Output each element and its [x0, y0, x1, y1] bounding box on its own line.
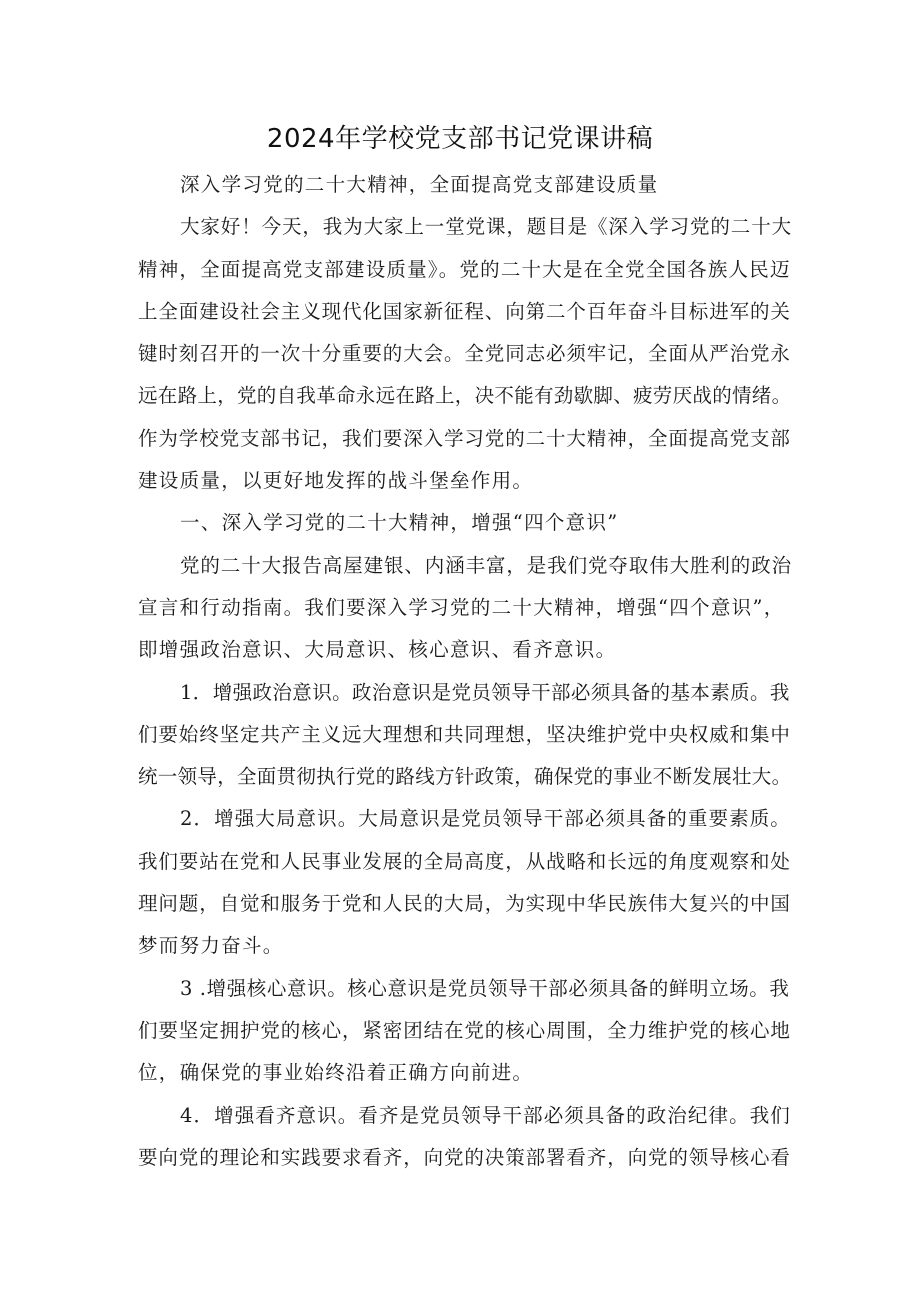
- document-title: 2024年学校党支部书记党课讲稿: [266, 124, 654, 154]
- body-line: 理问题，自觉和服务于党和人民的大局，为实现中华民族伟大复兴的中国: [138, 892, 791, 916]
- body-line: 们要坚定拥护党的核心，紧密团结在党的核心周围，全力维护党的核心地: [138, 1018, 791, 1042]
- body-line: 们要始终坚定共产主义远大理想和共同理想，坚决维护党中央权威和集中: [138, 722, 791, 746]
- body-line: 作为学校党支部书记，我们要深入学习党的二十大精神，全面提高党支部: [138, 426, 791, 450]
- body-line: 统一领导，全面贯彻执行党的路线方针政策，确保党的事业不断发展壮大。: [138, 765, 792, 789]
- body-line: 党的二十大报告高屋建银、内涵丰富，是我们党夺取伟大胜利的政治: [180, 553, 793, 577]
- body-line: 要向党的理论和实践要求看齐，向党的决策部署看齐，向党的领导核心看: [138, 1145, 791, 1169]
- body-line: 我们要站在党和人民事业发展的全局高度，从战略和长远的角度观察和处: [138, 849, 791, 873]
- body-line: 上全面建设社会主义现代化国家新征程、向第二个百年奋斗目标进军的关: [138, 299, 791, 323]
- body-line: 梦而努力奋斗。: [138, 934, 284, 958]
- body-line: 键时刻召开的一次十分重要的大会。全党同志必须牢记，全面从严治党永: [138, 342, 791, 366]
- body-line: 宣言和行动指南。我们要深入学习党的二十大精神，增强“四个意识”，: [138, 595, 785, 619]
- body-line: 远在路上，党的自我革命永远在路上，决不能有劲歇脚、疲劳厌战的情绪。: [138, 384, 792, 408]
- document-body: [138, 166, 792, 1181]
- body-line: 大家好！今天，我为大家上一堂党课，题目是《深入学习党的二十大: [180, 215, 793, 239]
- body-line: 一、深入学习党的二十大精神，增强“四个意识”: [180, 511, 619, 535]
- body-line: 位，确保党的事业始终沿着正确方向前进。: [138, 1061, 534, 1085]
- body-line: 1．增强政治意识。政治意识是党员领导干部必须具备的基本素质。我: [180, 680, 790, 704]
- body-line: 2．增强大局意识。大局意识是党员领导干部必须具备的重要素质。: [180, 807, 791, 831]
- body-line: 建设质量，以更好地发挥的战斗堡垒作用。: [138, 469, 534, 493]
- body-line: 精神，全面提高党支部建设质量》。党的二十大是在全党全国各族人民迈: [138, 257, 791, 281]
- body-line: 即增强政治意识、大局意识、核心意识、看齐意识。: [138, 638, 617, 662]
- body-line: 4．增强看齐意识。看齐是党员领导干部必须具备的政治纪律。我们: [180, 1103, 791, 1127]
- body-line: 3 .增强核心意识。核心意识是党员领导干部必须具备的鲜明立场。我: [180, 976, 790, 1000]
- body-line: 深入学习党的二十大精神，全面提高党支部建设质量: [180, 173, 659, 196]
